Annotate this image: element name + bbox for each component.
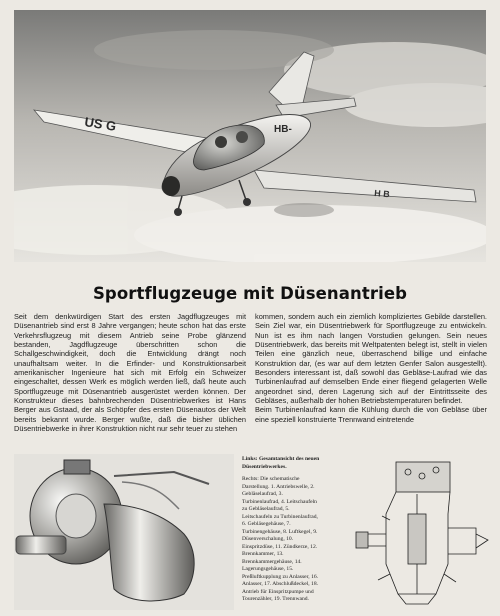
hero-illustration <box>14 10 486 262</box>
front-wheel <box>174 208 182 216</box>
wing-marking-left: US G <box>83 114 118 134</box>
fuselage-marking: HB- <box>274 124 292 135</box>
airplane-illustration <box>14 10 486 262</box>
engine-photo <box>14 454 234 610</box>
article-left-column: Seit dem denkwürdigen Start des ersten Jagdflugzeuges mit Düsenantrieb sind erst 8 Jahre vergangen; heute schon hat das erste Verkehrsflugzeug mit diesem Antrieb seine Probe glänzend bestanden, Jagdflugzeuge überschritten schon die Schallgeschwindigkeit, doch die Entwicklung drängt noch unaufhaltsam weiter. In die Erfinder- und Konstruktionsarbeit amerikanischer Ingenieure hat sich mit Erfolg ein Schweizer eingeschaltet, dessen Werk es möglich werden ließ, daß heute auch Sportflugzeuge mit Düsenantrieb ausgerüstet werden können. Der Konstrukteur dieses bahnbrechenden Düsentriebwerkes ist Hans Berger aus Gstaad, der als Schöpfer des ersten Düsenautos der Welt bereits bekannt wurde. Berger wußte, daß die bisher üblichen Düsentriebwerke in ihrer Konstruktion nicht nur sehr teuer zu stehen <box>14 312 246 434</box>
passenger-head <box>236 131 248 143</box>
article-right-column: kommen, sondern auch ein ziemlich kompliziertes Gebilde darstellen. Sein Ziel war, ein Düsentriebwerk für Sportflugzeuge zu entwickeln. Nun ist es ihm nach langen Vorstudien gelungen. Sein neues Düsentriebwerk, das bereits mit Weltpatenten belegt ist, stellt in vielen Teilen eine gänzlich neue, überraschend billige und einfache Konstruktion dar, (es war auf dem letzten Genfer Salon ausgestellt). Besonders interessant ist, daß sowohl das Gebläse-Laufrad wie das Turbinenlaufrad auf demselben Ende einer fliegend gelagerten Welle angeordnet sind, deren Lagerung sich auf der Eintrittsseite des Gebläses, außerhalb der hohen Betriebstemperaturen befindet. Beim Turbinenlaufrad kann die Kühlung durch die von Gebläse über eine speziell konstruierte Trennwand eintretende <box>255 312 487 424</box>
main-wheel <box>243 198 251 206</box>
engine-schematic <box>326 454 492 610</box>
pilot-head <box>215 136 227 148</box>
wing-marking-right: H B <box>373 188 391 200</box>
caption-right: Rechts: Die schematische Darstellung. 1. Antriebswelle, 2. Gebläselaufrad, 3. Turbinenlaufrad, 4. Leitschaufeln zu Gebläselaufrad, 5. Leitschaufeln zu Turbinenlaufrad, 6. Gebläsegehäuse, 7. Turbinengehäuse, 8. Luftkegel, 9. Düsenverschalung, 10. Einspritzdüse, 11. Zündkerze, 12. Brennkammer, 13. Brennkammergehäuse, 14. Lagerungsgehäuse, 15. Preßluftkupplung zu Anlasser, 16. Anlasser, 17. Abschlußdeckel, 18. Antrieb für Einspritzpumpe und Tourenzähler, 19. Trennwand. <box>242 476 319 602</box>
jet-intake <box>162 176 180 196</box>
figure-caption <box>242 456 320 609</box>
article-title: Sportflugzeuge mit Düsenantrieb <box>92 284 408 303</box>
caption-left: Links: Gesamtansicht des neuen Düsentriebwerkes. <box>242 456 320 470</box>
intake-pipe <box>16 536 66 554</box>
plane-shadow <box>274 203 334 217</box>
